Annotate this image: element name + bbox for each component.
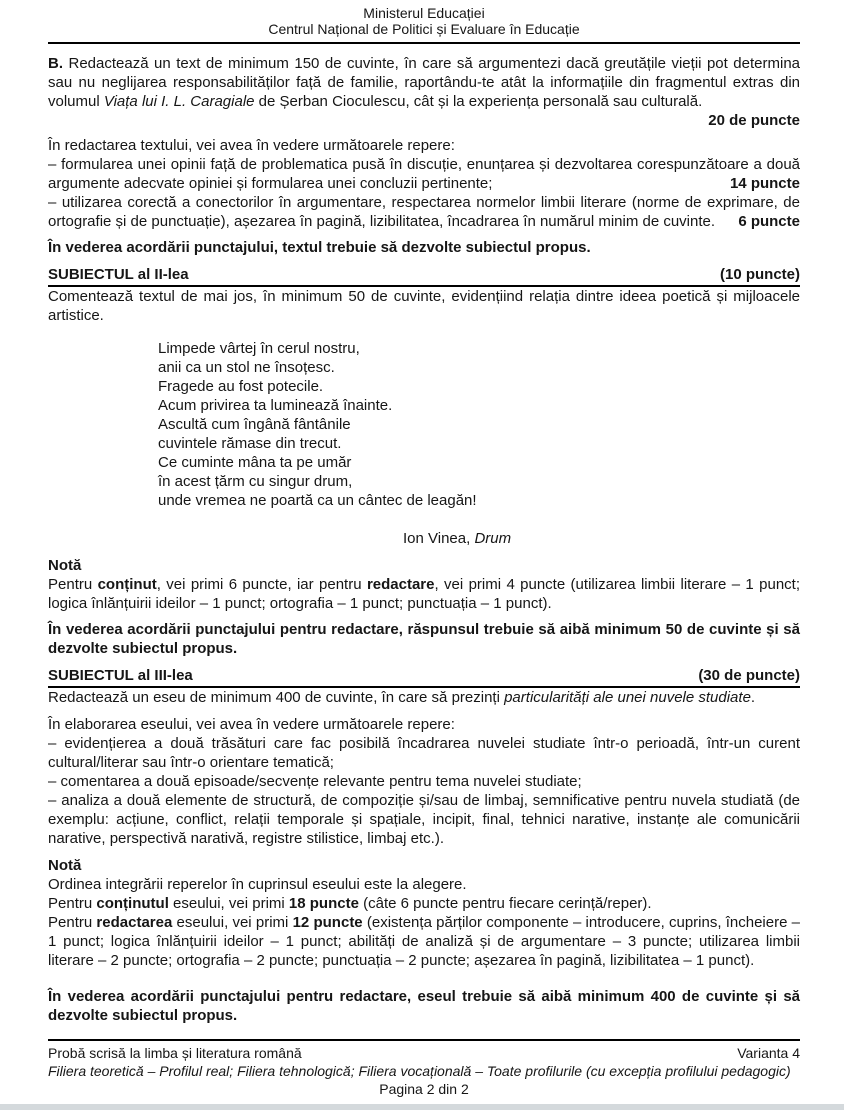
page-footer [48, 1039, 800, 1098]
poem-line: Ascultă cum îngână fântânile [158, 416, 351, 433]
part-b-paragraph: B. Redactează un text de minimum 150 de cuvinte, în care să argumentezi dacă greutățile vieții pot determina sau nu neglijarea responsabilităților față de familie, raportându-te atât la informațiile din fragmentul extras din volumul Viața lui I. L. Caragiale de Șerban Cioculescu, cât și la experiența personală sau culturală. [48, 55, 801, 110]
subject3-note-title: Notă [48, 857, 82, 874]
scan-edge-artifact [0, 1104, 844, 1110]
subject3-heading [48, 667, 800, 688]
subject2-heading [48, 266, 800, 287]
poem-attribution: Ion Vinea, Drum [403, 530, 512, 547]
poem-line: Fragede au fost potecile. [158, 378, 324, 395]
subject3-note-line1: Ordinea integrării reperelor în cuprinsul eseului este la alegere. [48, 876, 467, 893]
poem-line: unde vremea ne poartă ca un cântec de leagăn! [158, 492, 477, 509]
document-header [48, 5, 800, 44]
poem-line: cuvintele rămase din trecut. [158, 435, 342, 452]
part-b-criterion-1 [48, 155, 800, 193]
part-b-criterion-2 [48, 193, 800, 231]
subject3-criterion-2: – comentarea a două episoade/secvențe relevante pentru tema nuvelei studiate; [48, 773, 582, 790]
subject2-title: SUBIECTUL al II-lea [48, 266, 189, 283]
subject3-points: (30 de puncte) [698, 667, 800, 684]
poem-line: Acum privirea ta luminează înainte. [158, 397, 393, 414]
part-b-points: 20 de puncte [708, 112, 800, 129]
criterion-text: – formularea unei opinii față de problematica pusă în discuție, enunțarea și dezvoltarea corespunzătoare a două argumente adecvate opiniei și formularea unei concluzii pertinente; [48, 156, 800, 192]
subject3-note-line2: Pentru conținutul eseului, vei primi 18 puncte (câte 6 puncte pentru fiecare cerință/reper). [48, 895, 652, 912]
ministry-name: Ministerul Educației [363, 5, 485, 21]
subject2-points: (10 puncte) [719, 266, 800, 283]
part-b-criteria-intro: În redactarea textului, vei avea în vedere următoarele repere: [48, 137, 455, 154]
poem-line: Ce cuminte mâna ta pe umăr [158, 454, 352, 471]
footer-page-number: Pagina 2 din 2 [379, 1081, 469, 1097]
subject3-title: SUBIECTUL al III-lea [48, 667, 193, 684]
poem-line: anii ca un stol ne însoțesc. [158, 359, 335, 376]
subject3-requirement: În vederea acordării punctajului pentru redactare, eseul trebuie să aibă minimum 400 de cuvinte și să dezvolte subiectul propus. [48, 988, 800, 1024]
footer-exam-title: Probă scrisă la limba și literatura română [48, 1045, 302, 1061]
subject3-instruction: Redactează un eseu de minimum 400 de cuvinte, în care să prezinți particularități ale unei nuvele studiate. [48, 689, 756, 706]
subject2-instruction: Comentează textul de mai jos, în minimum 50 de cuvinte, evidențiind relația dintre ideea poetică și mijloacele artistice. [48, 288, 800, 324]
subject3-note-line3: Pentru redactarea eseului, vei primi 12 puncte (existența părților componente – introducere, cuprins, încheiere – 1 punct; logica înlănțuirii ideilor – 1 punct; abilități de analiză și de argumentare – 3 puncte; utilizarea limbii literare – 2 puncte; ortografia – 2 puncte; punctuația – 2 puncte; așezarea în pagină, lizibilitatea – 1 punct). [48, 914, 800, 969]
part-b-requirement: În vederea acordării punctajului, textul trebuie să dezvolte subiectul propus. [48, 239, 591, 256]
subject2-note-title: Notă [48, 557, 82, 574]
poem-line: în acest țărm cu singur drum, [158, 473, 353, 490]
criterion-text: – utilizarea corectă a conectorilor în argumentare, respectarea normelor limbii literare (norme de exprimare, de ortografie și de punctuație), așezarea în pagină, lizibilitatea, încadrarea în numărul minim de cuvinte. [48, 194, 800, 230]
subject3-criteria-intro: În elaborarea eseului, vei avea în vedere următoarele repere: [48, 716, 455, 733]
agency-name: Centrul Național de Politici și Evaluare în Educație [268, 21, 580, 37]
footer-variant: Varianta 4 [737, 1045, 800, 1061]
subject3-criterion-3: – analiza a două elemente de structură, de compoziție și/sau de limbaj, semnificative pentru nuvela studiată (de exemplu: acțiune, conflict, relații temporale și spațiale, incipit, final, tehnici narative, instanțe ale comunicării narative, perspectivă narativă, registre stilistice, limbaj etc.). [48, 792, 800, 847]
criterion-points: 14 puncte [729, 175, 800, 192]
criterion-points: 6 puncte [738, 213, 800, 230]
footer-filiera: Filiera teoretică – Profilul real; Filiera tehnologică; Filiera vocațională – Toate profilurile (cu excepția profilului pedagogic) [48, 1063, 791, 1079]
subject2-requirement: În vederea acordării punctajului pentru redactare, răspunsul trebuie să aibă minimum 50 de cuvinte și să dezvolte subiectul propus. [48, 621, 800, 657]
footer-row [48, 1044, 800, 1062]
poem [158, 339, 800, 510]
poem-line: Limpede vârtej în cerul nostru, [158, 340, 360, 357]
subject3-criterion-1: – evidențierea a două trăsături care fac posibilă încadrarea nuvelei studiate într-o perioadă, într-un curent cultural/literar sau într-o orientare tematică; [48, 735, 800, 771]
subject2-note-text: Pentru conținut, vei primi 6 puncte, iar pentru redactare, vei primi 4 puncte (utilizarea limbii literare – 1 punct; logica înlănțuirii ideilor – 1 punct; ortografia – 1 punct; punctuația – 1 punct). [48, 576, 801, 612]
